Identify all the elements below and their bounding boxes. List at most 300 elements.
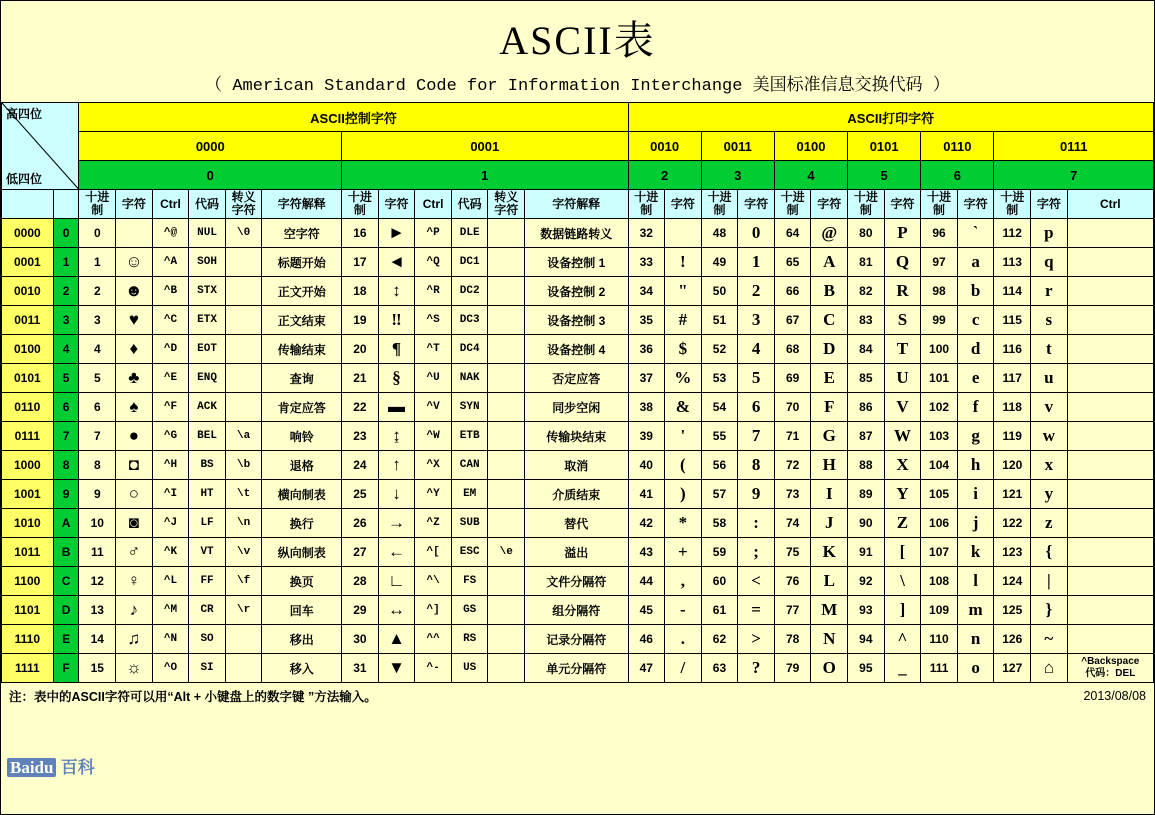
bin-header-0110: 0110 — [921, 132, 994, 161]
cell-char-c0: ☺ — [116, 248, 153, 277]
cell-dec-print0: 46 — [628, 625, 665, 654]
cell-char-c0: ♥ — [116, 306, 153, 335]
cell-char-print2: A — [811, 248, 848, 277]
cell-dec-c1: 19 — [342, 306, 379, 335]
cell-explanation-c0: 正文结束 — [262, 306, 342, 335]
dec-header-0: 0 — [79, 161, 342, 190]
row-hex: B — [53, 538, 79, 567]
cell-ctrl-c1: ^V — [415, 393, 452, 422]
last-ctrl-line2: 代码：DEL — [1085, 668, 1136, 679]
cell-dec-print5: 126 — [994, 625, 1031, 654]
cell-char-print3: _ — [884, 654, 921, 683]
cell-ctrl-c0: ^A — [152, 248, 189, 277]
cell-char-print4: j — [957, 509, 994, 538]
cell-code-c0: SI — [189, 654, 226, 683]
cell-code-c1: DC1 — [451, 248, 488, 277]
bin-header-0010: 0010 — [628, 132, 701, 161]
cell-code-c0: NUL — [189, 219, 226, 248]
cell-ctrl-c1: ^- — [415, 654, 452, 683]
cell-esc-c0: \0 — [225, 219, 262, 248]
cell-char-print1: 9 — [738, 480, 775, 509]
cell-ctrl-c0: ^J — [152, 509, 189, 538]
cell-char-print3: ] — [884, 596, 921, 625]
cell-dec-print4: 108 — [921, 567, 958, 596]
cell-dec-print3: 95 — [848, 654, 885, 683]
cell-char-print1: 2 — [738, 277, 775, 306]
cell-code-c0: LF — [189, 509, 226, 538]
cell-ctrl-c1: ^R — [415, 277, 452, 306]
group-header-row — [2, 103, 1154, 132]
col-label-dec-p0: 十进制 — [628, 190, 665, 219]
bin-header-0011: 0011 — [701, 132, 774, 161]
dec-header-4: 4 — [774, 161, 847, 190]
cell-char-print3: R — [884, 277, 921, 306]
cell-esc-c0 — [225, 306, 262, 335]
cell-esc-c1 — [488, 277, 525, 306]
cell-char-print5: | — [1031, 567, 1068, 596]
cell-dec-c1: 25 — [342, 480, 379, 509]
cell-ctrl-c1: ^Z — [415, 509, 452, 538]
table-row — [2, 567, 1154, 596]
cell-ctrl-last — [1067, 596, 1153, 625]
cell-char-print3: Q — [884, 248, 921, 277]
cell-dec-print3: 82 — [848, 277, 885, 306]
cell-char-print1: = — [738, 596, 775, 625]
cell-dec-print5: 122 — [994, 509, 1031, 538]
cell-esc-c1 — [488, 625, 525, 654]
cell-ctrl-c1: ^Q — [415, 248, 452, 277]
cell-explanation-c1: 同步空闲 — [525, 393, 628, 422]
cell-char-print5: ⌂ — [1031, 654, 1068, 683]
cell-ctrl-last — [1067, 248, 1153, 277]
cell-dec-print5: 125 — [994, 596, 1031, 625]
cell-dec-print3: 89 — [848, 480, 885, 509]
cell-dec-print0: 41 — [628, 480, 665, 509]
cell-char-print5: { — [1031, 538, 1068, 567]
cell-dec-print3: 85 — [848, 364, 885, 393]
cell-esc-c1 — [488, 654, 525, 683]
dec-header-5: 5 — [848, 161, 921, 190]
cell-code-c0: HT — [189, 480, 226, 509]
cell-dec-print4: 109 — [921, 596, 958, 625]
decimal-header-row — [2, 161, 1154, 190]
cell-explanation-c1: 设备控制 2 — [525, 277, 628, 306]
row-hex: 7 — [53, 422, 79, 451]
cell-code-c1: ETB — [451, 422, 488, 451]
cell-esc-c0: \n — [225, 509, 262, 538]
cell-dec-print2: 64 — [774, 219, 811, 248]
cell-dec-c1: 30 — [342, 625, 379, 654]
row-binary: 1100 — [2, 567, 54, 596]
cell-char-c1: ← — [378, 538, 415, 567]
row-binary: 0001 — [2, 248, 54, 277]
table-row — [2, 248, 1154, 277]
cell-ctrl-c1: ^P — [415, 219, 452, 248]
cell-char-c1: ¶ — [378, 335, 415, 364]
row-hex: 2 — [53, 277, 79, 306]
cell-esc-c1 — [488, 393, 525, 422]
cell-esc-c1 — [488, 219, 525, 248]
cell-char-print0: / — [665, 654, 702, 683]
cell-dec-print2: 73 — [774, 480, 811, 509]
row-hex: 4 — [53, 335, 79, 364]
col-label-chr-c1: 字符 — [378, 190, 415, 219]
row-binary: 0011 — [2, 306, 54, 335]
cell-code-c1: US — [451, 654, 488, 683]
cell-char-c1: ▼ — [378, 654, 415, 683]
cell-dec-c0: 15 — [79, 654, 116, 683]
cell-dec-print1: 62 — [701, 625, 738, 654]
cell-dec-print5: 115 — [994, 306, 1031, 335]
cell-dec-print3: 92 — [848, 567, 885, 596]
cell-ctrl-c1: ^W — [415, 422, 452, 451]
cell-ctrl-last — [1067, 625, 1153, 654]
cell-char-c1: ↕ — [378, 277, 415, 306]
cell-dec-print1: 53 — [701, 364, 738, 393]
cell-char-print1: 6 — [738, 393, 775, 422]
cell-esc-c1 — [488, 596, 525, 625]
cell-char-print0: $ — [665, 335, 702, 364]
cell-dec-c0: 6 — [79, 393, 116, 422]
cell-dec-c1: 24 — [342, 451, 379, 480]
cell-char-print0 — [665, 219, 702, 248]
cell-ctrl-c1: ^U — [415, 364, 452, 393]
row-binary: 0110 — [2, 393, 54, 422]
cell-ctrl-c0: ^F — [152, 393, 189, 422]
cell-char-print2: C — [811, 306, 848, 335]
cell-ctrl-last — [1067, 480, 1153, 509]
cell-dec-print0: 34 — [628, 277, 665, 306]
cell-char-print0: , — [665, 567, 702, 596]
cell-dec-print3: 84 — [848, 335, 885, 364]
cell-char-print4: d — [957, 335, 994, 364]
cell-explanation-c1: 文件分隔符 — [525, 567, 628, 596]
cell-char-print0: % — [665, 364, 702, 393]
cell-dec-c1: 28 — [342, 567, 379, 596]
cell-dec-print5: 127 — [994, 654, 1031, 683]
cell-code-c0: VT — [189, 538, 226, 567]
cell-esc-c0 — [225, 364, 262, 393]
cell-char-c0: ♫ — [116, 625, 153, 654]
ascii-table — [1, 102, 1154, 683]
cell-esc-c0 — [225, 277, 262, 306]
cell-char-print2: D — [811, 335, 848, 364]
cell-dec-c1: 18 — [342, 277, 379, 306]
row-hex: 3 — [53, 306, 79, 335]
cell-dec-c0: 14 — [79, 625, 116, 654]
cell-esc-c0 — [225, 393, 262, 422]
cell-char-print1: < — [738, 567, 775, 596]
cell-dec-print5: 112 — [994, 219, 1031, 248]
cell-char-c0: ♂ — [116, 538, 153, 567]
cell-esc-c0: \b — [225, 451, 262, 480]
cell-ctrl-c1: ^[ — [415, 538, 452, 567]
cell-ctrl-c0: ^E — [152, 364, 189, 393]
cell-dec-print1: 61 — [701, 596, 738, 625]
cell-dec-c0: 13 — [79, 596, 116, 625]
cell-char-print3: Y — [884, 480, 921, 509]
cell-code-c1: EM — [451, 480, 488, 509]
cell-dec-c1: 29 — [342, 596, 379, 625]
row-binary: 1000 — [2, 451, 54, 480]
row-binary: 1011 — [2, 538, 54, 567]
cell-ctrl-c1: ^\ — [415, 567, 452, 596]
cell-dec-print4: 106 — [921, 509, 958, 538]
cell-explanation-c0: 移出 — [262, 625, 342, 654]
cell-esc-c0 — [225, 248, 262, 277]
cell-char-c0: ◙ — [116, 509, 153, 538]
table-row — [2, 364, 1154, 393]
cell-char-c1: ► — [378, 219, 415, 248]
cell-char-c1: ◄ — [378, 248, 415, 277]
cell-dec-print0: 36 — [628, 335, 665, 364]
cell-code-c0: ETX — [189, 306, 226, 335]
table-row — [2, 219, 1154, 248]
row-binary: 0000 — [2, 219, 54, 248]
cell-dec-print5: 124 — [994, 567, 1031, 596]
cell-dec-print3: 80 — [848, 219, 885, 248]
cell-code-c1: DC3 — [451, 306, 488, 335]
cell-char-print2: M — [811, 596, 848, 625]
col-label-dec-p4: 十进制 — [921, 190, 958, 219]
cell-char-print3: [ — [884, 538, 921, 567]
cell-char-print2: E — [811, 364, 848, 393]
cell-char-print1: > — [738, 625, 775, 654]
col-label-hex — [53, 190, 79, 219]
cell-dec-print4: 105 — [921, 480, 958, 509]
cell-explanation-c0: 换行 — [262, 509, 342, 538]
cell-char-print0: & — [665, 393, 702, 422]
row-hex: 9 — [53, 480, 79, 509]
cell-ctrl-c0: ^B — [152, 277, 189, 306]
footer-note: 注：表中的ASCII字符可以用“Alt + 小键盘上的数字键 ”方法输入。 — [9, 690, 377, 704]
col-label-ctrl-c0: Ctrl — [152, 190, 189, 219]
col-label-ctrl-c1: Ctrl — [415, 190, 452, 219]
cell-dec-c0: 5 — [79, 364, 116, 393]
cell-explanation-c1: 取消 — [525, 451, 628, 480]
cell-dec-print5: 121 — [994, 480, 1031, 509]
cell-dec-print3: 83 — [848, 306, 885, 335]
col-label-binary — [2, 190, 54, 219]
col-label-ctrl-last: Ctrl — [1067, 190, 1153, 219]
cell-esc-c0: \a — [225, 422, 262, 451]
cell-char-print1: 7 — [738, 422, 775, 451]
cell-explanation-c0: 换页 — [262, 567, 342, 596]
cell-dec-print2: 72 — [774, 451, 811, 480]
cell-code-c1: GS — [451, 596, 488, 625]
table-row — [2, 335, 1154, 364]
cell-dec-print1: 63 — [701, 654, 738, 683]
footer-date: 2013/08/08 — [1083, 689, 1146, 703]
cell-dec-print0: 37 — [628, 364, 665, 393]
cell-char-print2: B — [811, 277, 848, 306]
cell-dec-print5: 116 — [994, 335, 1031, 364]
row-binary: 1001 — [2, 480, 54, 509]
cell-dec-print0: 43 — [628, 538, 665, 567]
cell-dec-print1: 54 — [701, 393, 738, 422]
cell-esc-c0: \v — [225, 538, 262, 567]
cell-dec-print4: 100 — [921, 335, 958, 364]
cell-explanation-c0: 正文开始 — [262, 277, 342, 306]
row-hex: E — [53, 625, 79, 654]
table-row — [2, 509, 1154, 538]
cell-char-print5: q — [1031, 248, 1068, 277]
cell-explanation-c1: 否定应答 — [525, 364, 628, 393]
cell-esc-c0: \t — [225, 480, 262, 509]
column-label-row — [2, 190, 1154, 219]
cell-char-print2: L — [811, 567, 848, 596]
cell-char-c1: § — [378, 364, 415, 393]
cell-char-print4: g — [957, 422, 994, 451]
cell-dec-c1: 21 — [342, 364, 379, 393]
cell-char-print4: f — [957, 393, 994, 422]
table-row — [2, 480, 1154, 509]
cell-char-print4: o — [957, 654, 994, 683]
cell-dec-print4: 107 — [921, 538, 958, 567]
cell-dec-c0: 1 — [79, 248, 116, 277]
cell-dec-print1: 51 — [701, 306, 738, 335]
col-label-expl-c1: 字符解释 — [525, 190, 628, 219]
cell-explanation-c1: 设备控制 4 — [525, 335, 628, 364]
row-binary: 1111 — [2, 654, 54, 683]
cell-char-print5: ~ — [1031, 625, 1068, 654]
cell-char-print2: O — [811, 654, 848, 683]
cell-char-print3: U — [884, 364, 921, 393]
cell-esc-c0: \f — [225, 567, 262, 596]
cell-esc-c1 — [488, 335, 525, 364]
cell-dec-print0: 44 — [628, 567, 665, 596]
cell-code-c0: SOH — [189, 248, 226, 277]
row-hex: 8 — [53, 451, 79, 480]
cell-code-c1: FS — [451, 567, 488, 596]
cell-code-c1: DC2 — [451, 277, 488, 306]
cell-char-print3: V — [884, 393, 921, 422]
cell-char-print5: x — [1031, 451, 1068, 480]
dec-header-2: 2 — [628, 161, 701, 190]
cell-dec-print4: 104 — [921, 451, 958, 480]
cell-char-print0: . — [665, 625, 702, 654]
cell-char-print3: X — [884, 451, 921, 480]
cell-char-print3: ^ — [884, 625, 921, 654]
col-label-dec-c0: 十进制 — [79, 190, 116, 219]
cell-code-c1: RS — [451, 625, 488, 654]
cell-explanation-c1: 数据链路转义 — [525, 219, 628, 248]
cell-ctrl-last — [1067, 422, 1153, 451]
col-label-dec-p2: 十进制 — [774, 190, 811, 219]
cell-code-c0: ACK — [189, 393, 226, 422]
cell-dec-print4: 96 — [921, 219, 958, 248]
cell-explanation-c0: 传输结束 — [262, 335, 342, 364]
cell-dec-print2: 71 — [774, 422, 811, 451]
cell-dec-print3: 86 — [848, 393, 885, 422]
cell-esc-c1 — [488, 567, 525, 596]
cell-ctrl-c0: ^G — [152, 422, 189, 451]
bin-header-0100: 0100 — [774, 132, 847, 161]
cell-dec-print4: 103 — [921, 422, 958, 451]
col-label-chr-p3: 字符 — [884, 190, 921, 219]
cell-dec-print4: 99 — [921, 306, 958, 335]
group-header-control: ASCII控制字符 — [79, 103, 628, 132]
cell-char-print3: S — [884, 306, 921, 335]
cell-dec-print0: 40 — [628, 451, 665, 480]
cell-char-print4: c — [957, 306, 994, 335]
cell-ctrl-c0: ^H — [152, 451, 189, 480]
cell-char-print4: n — [957, 625, 994, 654]
table-row — [2, 538, 1154, 567]
cell-dec-print1: 50 — [701, 277, 738, 306]
cell-dec-c1: 16 — [342, 219, 379, 248]
col-label-chr-p0: 字符 — [665, 190, 702, 219]
binary-header-row — [2, 132, 1154, 161]
cell-char-print5: s — [1031, 306, 1068, 335]
bin-header-0001: 0001 — [342, 132, 628, 161]
cell-dec-print0: 32 — [628, 219, 665, 248]
cell-char-print5: } — [1031, 596, 1068, 625]
table-row — [2, 306, 1154, 335]
cell-char-print4: ` — [957, 219, 994, 248]
cell-dec-print2: 74 — [774, 509, 811, 538]
cell-esc-c1: \e — [488, 538, 525, 567]
cell-dec-print2: 79 — [774, 654, 811, 683]
corner-low-label: 低四位 — [6, 172, 43, 186]
cell-dec-c1: 26 — [342, 509, 379, 538]
cell-dec-print2: 77 — [774, 596, 811, 625]
cell-ctrl-last — [1067, 509, 1153, 538]
cell-esc-c0: \r — [225, 596, 262, 625]
cell-explanation-c0: 肯定应答 — [262, 393, 342, 422]
cell-dec-print1: 60 — [701, 567, 738, 596]
row-binary: 1110 — [2, 625, 54, 654]
cell-dec-print3: 87 — [848, 422, 885, 451]
cell-dec-c0: 0 — [79, 219, 116, 248]
table-row — [2, 654, 1154, 683]
col-label-chr-p2: 字符 — [811, 190, 848, 219]
row-hex: A — [53, 509, 79, 538]
cell-ctrl-last — [1067, 277, 1153, 306]
cell-char-print2: H — [811, 451, 848, 480]
cell-esc-c1 — [488, 248, 525, 277]
cell-char-print5: t — [1031, 335, 1068, 364]
cell-code-c0: ENQ — [189, 364, 226, 393]
col-label-code-c1: 代码 — [451, 190, 488, 219]
cell-explanation-c1: 溢出 — [525, 538, 628, 567]
cell-ctrl-last — [1067, 306, 1153, 335]
cell-dec-print1: 57 — [701, 480, 738, 509]
col-label-expl-c0: 字符解释 — [262, 190, 342, 219]
cell-char-c0: ◘ — [116, 451, 153, 480]
cell-ctrl-last — [1067, 538, 1153, 567]
cell-char-print0: " — [665, 277, 702, 306]
cell-dec-print1: 49 — [701, 248, 738, 277]
cell-dec-c1: 17 — [342, 248, 379, 277]
cell-char-c0: ○ — [116, 480, 153, 509]
table-row — [2, 596, 1154, 625]
cell-char-print4: m — [957, 596, 994, 625]
cell-char-print1: 3 — [738, 306, 775, 335]
cell-esc-c1 — [488, 422, 525, 451]
cell-char-print5: z — [1031, 509, 1068, 538]
cell-dec-c1: 31 — [342, 654, 379, 683]
cell-ctrl-c1: ^^ — [415, 625, 452, 654]
page-title: ASCII表 — [499, 18, 656, 63]
corner-high-label: 高四位 — [6, 107, 43, 121]
cell-dec-print5: 113 — [994, 248, 1031, 277]
cell-explanation-c1: 记录分隔符 — [525, 625, 628, 654]
corner-cell — [2, 103, 79, 190]
cell-char-c1: ↨ — [378, 422, 415, 451]
cell-code-c1: SYN — [451, 393, 488, 422]
row-binary: 1010 — [2, 509, 54, 538]
